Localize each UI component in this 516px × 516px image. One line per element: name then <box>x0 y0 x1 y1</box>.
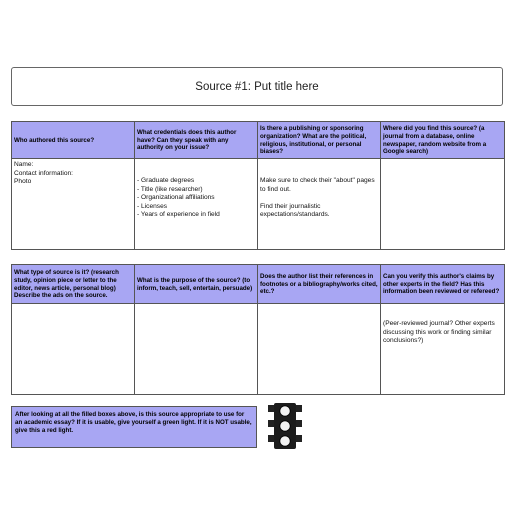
cell-author[interactable]: Name: Contact information: Photo <box>11 158 135 250</box>
cell-where-found[interactable] <box>380 158 505 250</box>
traffic-light-icon <box>265 402 305 450</box>
header-source-type: What type of source is it? (research study, opinion piece or letter to the editor, news article, personal blog) Describe the ads on the source. <box>11 264 135 304</box>
header-credentials: What credentials does this author have? Can they speak with any authority on your issue? <box>134 121 258 159</box>
cell-verify-claims[interactable]: (Peer-reviewed journal? Other experts discussing this work or finding similar conclusions?) <box>380 303 505 395</box>
cell-references[interactable] <box>257 303 381 395</box>
cell-purpose[interactable] <box>134 303 258 395</box>
header-references: Does the author list their references in footnotes or a bibliography/works cited, etc.? <box>257 264 381 304</box>
cell-source-type[interactable] <box>11 303 135 395</box>
cell-credentials[interactable]: - Graduate degrees - Title (like researcher) - Organizational affiliations - Licenses - Years of experience in field <box>134 158 258 250</box>
header-author: Who authored this source? <box>11 121 135 159</box>
source-title[interactable]: Source #1: Put title here <box>11 67 503 106</box>
header-organization: Is there a publishing or sponsoring organization? What are the political, religious, institutional, or personal biases? <box>257 121 381 159</box>
final-question: After looking at all the filled boxes above, is this source appropriate to use for an academic essay? If it is usable, give yourself a green light. If it is NOT usable, give this a red light. <box>11 406 257 448</box>
evaluation-table-2 <box>11 264 504 394</box>
header-where-found: Where did you find this source? (a journal from a database, online newspaper, random website from a Google search) <box>380 121 505 159</box>
header-verify-claims: Can you verify this author's claims by other experts in the field? Has this information been reviewed or refereed? <box>380 264 505 304</box>
cell-organization[interactable]: Make sure to check their "about" pages to find out. Find their journalistic expectations/standards. <box>257 158 381 250</box>
header-purpose: What is the purpose of the source? (to inform, teach, sell, entertain, persuade) <box>134 264 258 304</box>
evaluation-table-1 <box>11 121 504 249</box>
